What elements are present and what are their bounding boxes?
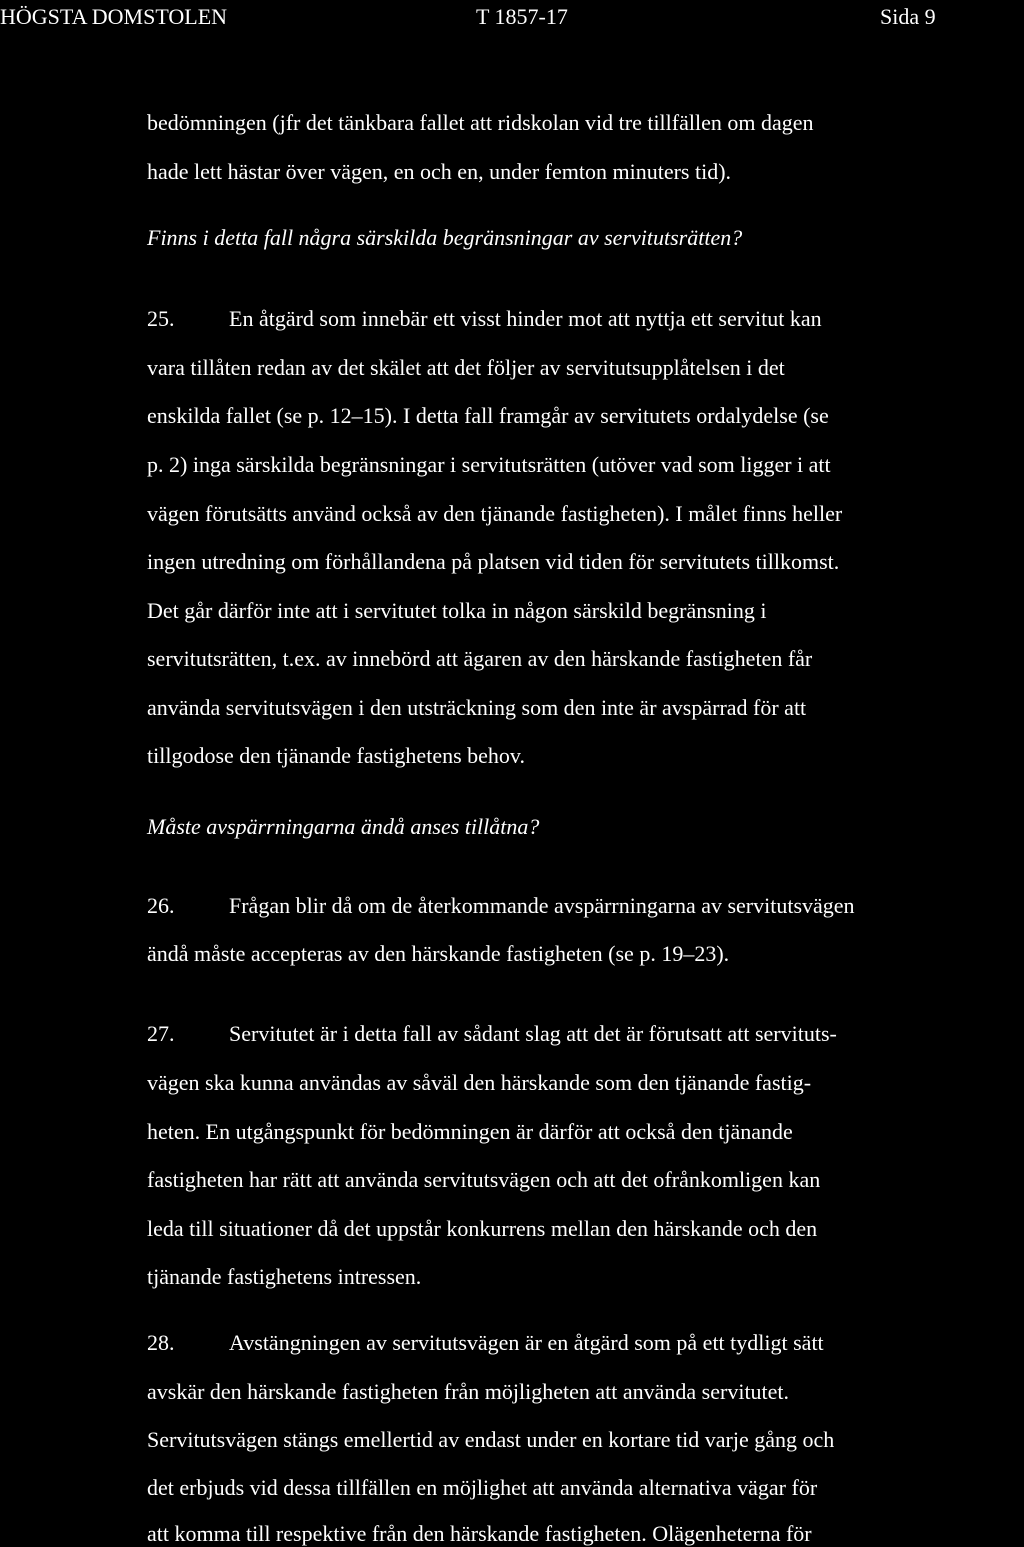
- paragraph-line: Servitutsvägen stängs emellertid av endast under en kortare tid varje gång och: [147, 1427, 835, 1452]
- paragraph-number: 26.: [147, 893, 175, 918]
- paragraph-line: Det går därför inte att i servitutet tolka in någon särskild begränsning i: [147, 598, 767, 623]
- paragraph-line: vara tillåten redan av det skälet att det följer av servitutsupplåtelsen i det: [147, 355, 785, 380]
- paragraph-line: avskär den härskande fastigheten från möjligheten att använda servitutet.: [147, 1379, 790, 1404]
- paragraph-line: enskilda fallet (se p. 12–15). I detta fall framgår av servitutets ordalydelse (se: [147, 403, 829, 428]
- paragraph-line: det erbjuds vid dessa tillfällen en möjlighet att använda alternativa vägar för: [147, 1475, 818, 1500]
- paragraph-number: 27.: [147, 1021, 175, 1046]
- header-court: HÖGSTA DOMSTOLEN: [0, 4, 228, 29]
- paragraph-line: servitutsrätten, t.ex. av innebörd att ägaren av den härskande fastigheten får: [147, 646, 813, 671]
- paragraph-line: vägen förutsätts använd också av den tjänande fastigheten). I målet finns heller: [147, 501, 843, 526]
- header-page-number: Sida 9: [880, 4, 936, 29]
- paragraph-line: fastigheten har rätt att använda servitutsvägen och att det ofrånkomligen kan: [147, 1167, 821, 1192]
- section-heading: Finns i detta fall några särskilda begränsningar av servitutsrätten?: [147, 225, 743, 250]
- paragraph-line: p. 2) inga särskilda begränsningar i servitutsrätten (utöver vad som ligger i att: [147, 452, 831, 477]
- paragraph-first-line: Avstängningen av servitutsvägen är en åtgärd som på ett tydligt sätt: [229, 1330, 824, 1355]
- paragraph-first-line: En åtgärd som innebär ett visst hinder mot att nyttja ett servitut kan: [229, 306, 822, 331]
- intro-line: hade lett hästar över vägen, en och en, under femton minuters tid).: [147, 159, 732, 184]
- paragraph-line: tillgodose den tjänande fastighetens behov.: [147, 743, 525, 768]
- paragraph-number: 25.: [147, 306, 175, 331]
- paragraph-number: 28.: [147, 1330, 175, 1355]
- intro-line: bedömningen (jfr det tänkbara fallet att ridskolan vid tre tillfällen om dagen: [147, 110, 814, 135]
- paragraph-line: tjänande fastighetens intressen.: [147, 1264, 422, 1289]
- paragraph-first-line: Servitutet är i detta fall av sådant slag att det är förutsatt att servituts-: [229, 1021, 837, 1046]
- paragraph-line: att komma till respektive från den härskande fastigheten. Olägenheterna för: [147, 1521, 812, 1546]
- header-case-number: T 1857-17: [476, 4, 568, 29]
- paragraph-line: heten. En utgångspunkt för bedömningen är därför att också den tjänande: [147, 1119, 793, 1144]
- paragraph-line: ändå måste accepteras av den härskande fastigheten (se p. 19–23).: [147, 941, 730, 966]
- paragraph-line: vägen ska kunna användas av såväl den härskande som den tjänande fastig-: [147, 1070, 812, 1095]
- paragraph-first-line: Frågan blir då om de återkommande avspärrningarna av servitutsvägen: [229, 893, 855, 918]
- section-heading: Måste avspärrningarna ändå anses tillåtna?: [147, 814, 540, 839]
- paragraph-line: använda servitutsvägen i den utsträckning som den inte är avspärrad för att: [147, 695, 807, 720]
- paragraph-line: leda till situationer då det uppstår konkurrens mellan den härskande och den: [147, 1216, 818, 1241]
- paragraph-line: ingen utredning om förhållandena på platsen vid tiden för servitutets tillkomst.: [147, 549, 840, 574]
